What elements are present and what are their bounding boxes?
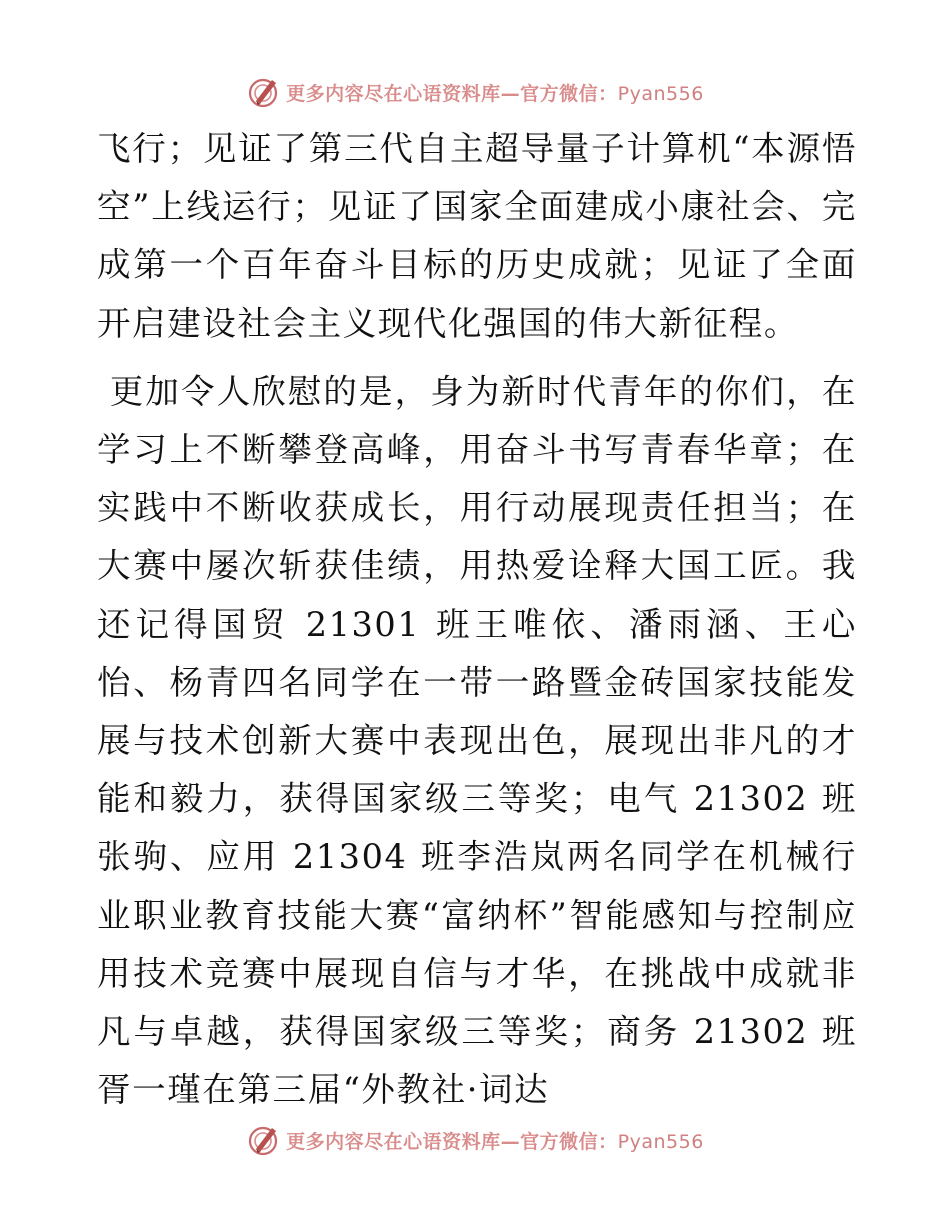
header-watermark (0, 72, 950, 112)
watermark-text (286, 79, 704, 106)
watermark-text (286, 1127, 704, 1154)
paragraph-achievements: 更加令人欣慰的是，身为新时代青年的你们，在学习上不断攀登高峰，用奋斗书写青春华章；在实践中不断收获成长，用行动展现责任担当；在大赛中屡次斩获佳绩，用热爱诠释大国工匠。我还记得国贸 21301 班王唯依、潘雨涵、王心怡、杨青四名同学在一带一路暨金砖国家技能发展与技术创新大赛中表现出色，展现出非凡的才能和毅力，获得国家级三等奖；电气 21302 班张驹、应用 21304 班李浩岚两名同学在机械行业职业教育技能大赛“富纳杯”智能感知与控制应用技术竞赛中展现自信与才华，在挑战中成就非凡与卓越，获得国家级三等奖；商务 21302 班胥一瑾在第三届“外教社·词达 (97, 371, 857, 1110)
watermark-main: 更多内容尽在心语资料库—官方微信： (286, 82, 618, 105)
watermark-id: Pyan556 (617, 82, 704, 105)
document-body (97, 120, 857, 1119)
footer-watermark (0, 1120, 950, 1160)
watermark-id: Pyan556 (617, 1130, 704, 1153)
paragraph-continued: 飞行；见证了第三代自主超导量子计算机“本源悟空”上线运行；见证了国家全面建成小康社会、完成第一个百年奋斗目标的历史成就；见证了全面开启建设社会主义现代化强国的伟大新征程。 (97, 129, 857, 343)
watermark-main: 更多内容尽在心语资料库—官方微信： (286, 1130, 618, 1153)
pen-logo-icon (246, 1122, 282, 1158)
pen-logo-icon (246, 74, 282, 110)
